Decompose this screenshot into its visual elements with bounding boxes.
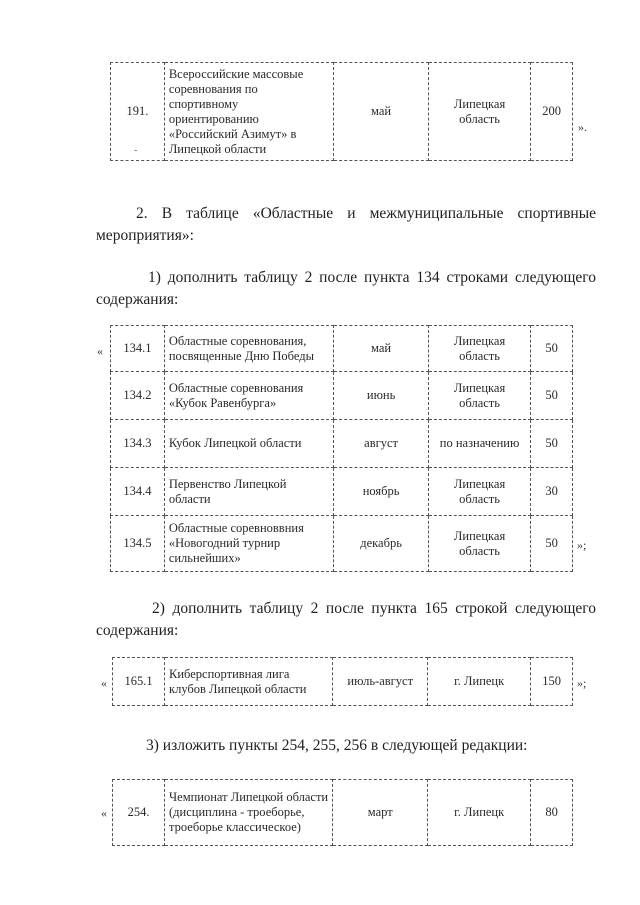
table-row bbox=[111, 420, 573, 468]
participant-count: 50 bbox=[531, 516, 573, 572]
event-month: август bbox=[334, 420, 428, 468]
close-quote: ». bbox=[578, 120, 587, 134]
open-quote: « bbox=[97, 344, 103, 358]
paragraph-sub-1 bbox=[96, 267, 596, 311]
event-name: Всероссийские массовые соревнования по спортивному ориентированию «Российский Азимут» в Липецкой области bbox=[164, 63, 334, 161]
close-quote: »; bbox=[577, 676, 587, 690]
paragraph-sub-2 bbox=[96, 598, 596, 642]
open-quote: « bbox=[101, 806, 107, 820]
table-items-134 bbox=[110, 325, 573, 572]
event-month: ноябрь bbox=[334, 468, 428, 516]
paragraph-2 bbox=[96, 203, 596, 247]
paragraph-sub-2-text: 2) дополнить таблицу 2 после пункта 165 строкой следующего содержания: bbox=[96, 600, 596, 639]
event-place: Липецкая область bbox=[428, 326, 531, 372]
participant-count: 30 bbox=[531, 468, 573, 516]
table-row bbox=[113, 780, 573, 846]
event-name: Первенство Липецкой области bbox=[164, 468, 334, 516]
event-month: март bbox=[333, 780, 428, 846]
event-month: май bbox=[334, 63, 428, 161]
event-month: июль-август bbox=[333, 658, 428, 706]
event-name: Областные соревнования, посвященные Дню Победы bbox=[164, 326, 334, 372]
paragraph-2-text: 2. В таблице «Областные и межмуниципальные спортивные мероприятия»: bbox=[96, 205, 596, 244]
table-row bbox=[111, 372, 573, 420]
row-number: 134.4 bbox=[111, 468, 165, 516]
participant-count: 50 bbox=[531, 326, 573, 372]
event-name: Областные соревнования «Кубок Равенбурга» bbox=[164, 372, 334, 420]
row-number: 191. bbox=[111, 63, 165, 161]
table-row bbox=[111, 63, 573, 161]
event-name: Областные соревноввния «Новогодний турнир сильнейших» bbox=[164, 516, 334, 572]
table-item-165 bbox=[112, 657, 573, 706]
row-number: 134.5 bbox=[111, 516, 165, 572]
table-row bbox=[111, 516, 573, 572]
row-number: 165.1 bbox=[113, 658, 165, 706]
event-place: по назначению bbox=[428, 420, 531, 468]
event-place: Липецкая область bbox=[428, 516, 531, 572]
event-place: Липецкая область bbox=[428, 63, 531, 161]
participant-count: 150 bbox=[531, 658, 573, 706]
paragraph-sub-3-text: 3) изложить пункты 254, 255, 256 в следующей редакции: bbox=[146, 737, 528, 754]
table-item-191 bbox=[110, 62, 573, 161]
participant-count: 80 bbox=[531, 780, 573, 846]
paragraph-sub-1-text: 1) дополнить таблицу 2 после пункта 134 строками следующего содержания: bbox=[96, 269, 596, 308]
table-row bbox=[111, 468, 573, 516]
event-month: май bbox=[334, 326, 428, 372]
row-number: 254. bbox=[113, 780, 165, 846]
table-row bbox=[113, 658, 573, 706]
participant-count: 50 bbox=[531, 372, 573, 420]
row-number: 134.3 bbox=[111, 420, 165, 468]
event-month: декабрь bbox=[334, 516, 428, 572]
event-place: Липецкая область bbox=[428, 468, 531, 516]
scan-dot: - bbox=[134, 145, 138, 156]
open-quote: « bbox=[101, 676, 107, 690]
event-name: Киберспортивная лига клубов Липецкой области bbox=[165, 658, 333, 706]
event-name: Чемпионат Липецкой области (дисциплина - троеборье, троеборье классическое) bbox=[165, 780, 333, 846]
row-number: 134.1 bbox=[111, 326, 165, 372]
event-month: июнь bbox=[334, 372, 428, 420]
event-place: г. Липецк bbox=[428, 658, 531, 706]
table-item-254 bbox=[112, 779, 573, 846]
participant-count: 50 bbox=[531, 420, 573, 468]
participant-count: 200 bbox=[531, 63, 573, 161]
close-quote: »; bbox=[577, 538, 587, 552]
event-name: Кубок Липецкой области bbox=[164, 420, 334, 468]
table-row bbox=[111, 326, 573, 372]
paragraph-sub-3 bbox=[96, 735, 596, 757]
event-place: Липецкая область bbox=[428, 372, 531, 420]
event-place: г. Липецк bbox=[428, 780, 531, 846]
row-number: 134.2 bbox=[111, 372, 165, 420]
